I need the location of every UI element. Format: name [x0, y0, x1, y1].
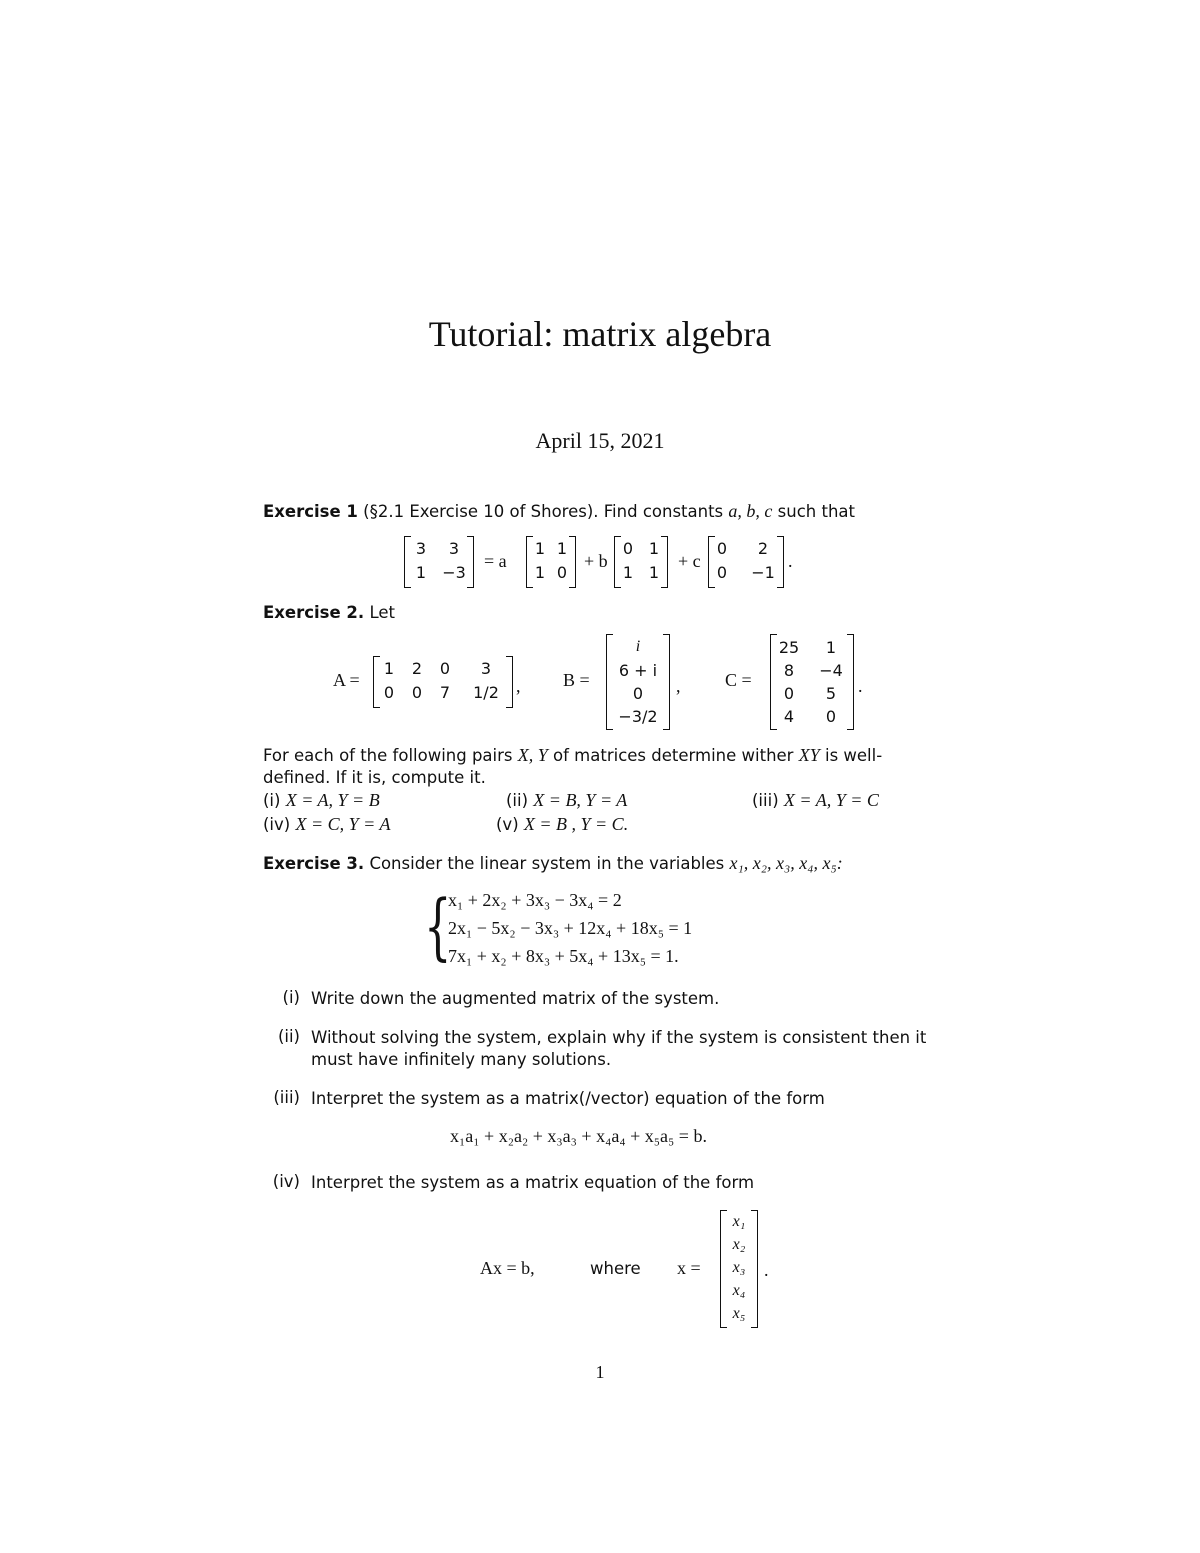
item-text: Without solving the system, explain why if the system is consistent then it must have infinitely many solutions.: [311, 1028, 927, 1069]
matrix-cell: 1: [383, 659, 395, 678]
pair-number: (i): [263, 791, 281, 810]
document-date: April 15, 2021: [535, 428, 665, 453]
pair-expression: X = A, Y = B: [285, 790, 380, 810]
matrix-2: [614, 536, 668, 588]
exercise-2-text: Let: [369, 603, 395, 622]
exercise-3-vars: x₁, x₂, x₃, x₄, x₅:: [729, 853, 843, 873]
matrix-cell: 2: [411, 659, 423, 678]
question-text: is well-: [824, 746, 883, 765]
matrix-cell: 1: [648, 539, 660, 558]
vector-cell: x₅: [732, 1305, 746, 1322]
question-vars: X, Y: [517, 745, 548, 765]
exercise-2-question: [263, 744, 938, 789]
vector-cell: x₂: [732, 1236, 746, 1253]
plus-c: + c: [678, 551, 701, 571]
matrix-cell: 0: [825, 707, 837, 726]
pair-item: [496, 814, 628, 835]
item-number: (iv): [272, 1172, 300, 1191]
pair-number: (ii): [506, 791, 529, 810]
vector-cell: x₄: [732, 1282, 746, 1299]
plus-b: + b: [584, 551, 608, 571]
period: .: [858, 676, 863, 696]
matrix-cell: 1: [648, 563, 660, 582]
exercise-1-ref: (§2.1 Exercise 10 of Shores).: [363, 502, 599, 521]
matrix-cell: 8: [783, 661, 795, 680]
matrix-cell: 0: [383, 683, 395, 702]
matrix-cell: 1: [415, 563, 427, 582]
item-text: Interpret the system as a matrix equation of the form: [311, 1173, 755, 1192]
matrix-cell: 0: [439, 659, 451, 678]
matrix-A: [373, 656, 513, 708]
pair-item: [263, 814, 390, 835]
exercise-3-label: Exercise 3.: [263, 854, 365, 873]
item-number: (iii): [273, 1088, 300, 1107]
matrix-cell: 1/2: [473, 683, 499, 702]
page-number: 1: [595, 1362, 605, 1382]
pair-number: (iv): [263, 815, 291, 834]
comma: ,: [676, 676, 681, 696]
matrix-cell: 2: [757, 539, 769, 558]
pair-item: [752, 790, 879, 811]
pair-expression: X = B , Y = C.: [523, 814, 629, 834]
pair-expression: X = B, Y = A: [533, 790, 628, 810]
pair-expression: X = A, Y = C: [783, 790, 879, 810]
left-brace-icon: {: [424, 884, 452, 968]
matrix-cell: 3: [480, 659, 492, 678]
matrix-cell: 7: [439, 683, 451, 702]
system-equation: x₁ + 2x₂ + 3x₃ − 3x₄ = 2: [448, 890, 622, 910]
period: .: [788, 551, 793, 571]
item-number: (ii): [277, 1027, 300, 1046]
matrix-cell: 0: [632, 684, 644, 703]
exercise-1-text: Find constants: [603, 502, 724, 521]
equals-a: = a: [484, 551, 507, 571]
matrix-3: [708, 536, 784, 588]
item-number: (i): [282, 988, 300, 1007]
vector-equation: x₁a₁ + x₂a₂ + x₃a₃ + x₄a₄ + x₅a₅ = b.: [450, 1126, 707, 1146]
matrix-B: [606, 634, 670, 730]
vector-cell: x₃: [732, 1259, 746, 1276]
matrix-cell: i: [635, 638, 641, 655]
matrix-cell: 0: [556, 563, 568, 582]
exercise-3-statement: [263, 852, 938, 875]
vector-cell: x₁: [732, 1213, 746, 1230]
matrix-cell: 1: [534, 563, 546, 582]
matrix-1: [526, 536, 576, 588]
question-text: For each of the following pairs: [263, 746, 513, 765]
matrix-lhs: [404, 536, 474, 588]
comma: ,: [516, 676, 521, 696]
exercise-3-text: Consider the linear system in the variables: [369, 854, 725, 873]
matrix-cell: 0: [622, 539, 634, 558]
matrix-cell: −4: [819, 661, 843, 680]
pair-item: [263, 790, 380, 811]
period: .: [764, 1260, 769, 1280]
label-B: B =: [563, 670, 590, 690]
label-A: A =: [333, 670, 360, 690]
matrix-cell: 0: [716, 539, 728, 558]
pair-item: [506, 790, 627, 811]
matrix-C: [770, 634, 854, 730]
matrix-cell: −1: [751, 563, 775, 582]
item-text: Write down the augmented matrix of the system.: [311, 989, 720, 1008]
matrix-cell: 3: [448, 539, 460, 558]
exercise-1-tail: such that: [777, 502, 855, 521]
matrix-cell: 6 + i: [618, 661, 658, 680]
matrix-cell: 0: [411, 683, 423, 702]
matrix-cell: 0: [716, 563, 728, 582]
exercise-1-label: Exercise 1: [263, 502, 358, 521]
matrix-cell: 1: [825, 638, 837, 657]
exercise-1-vars: a, b, c: [728, 501, 773, 521]
pair-number: (v): [496, 815, 519, 834]
matrix-cell: 3: [415, 539, 427, 558]
exercise-2-statement: [263, 602, 938, 624]
matrix-cell: 5: [825, 684, 837, 703]
question-text: defined. If it is, compute it.: [263, 768, 486, 787]
system-equation: 7x₁ + x₂ + 8x₃ + 5x₄ + 13x₅ = 1.: [448, 946, 679, 966]
matrix-cell: 4: [783, 707, 795, 726]
exercise-1-statement: [263, 500, 938, 523]
matrix-cell: −3/2: [618, 707, 658, 726]
matrix-cell: 0: [783, 684, 795, 703]
where-text: where: [590, 1259, 641, 1278]
matrix-cell: 1: [556, 539, 568, 558]
x-label: x =: [677, 1258, 701, 1278]
document-title: Tutorial: matrix algebra: [428, 314, 772, 354]
system-equation: 2x₁ − 5x₂ − 3x₃ + 12x₄ + 18x₅ = 1: [448, 918, 693, 938]
matrix-cell: 25: [778, 638, 800, 657]
exercise-2-label: Exercise 2.: [263, 603, 365, 622]
question-product: XY: [798, 745, 820, 765]
pair-expression: X = C, Y = A: [295, 814, 391, 834]
matrix-cell: 1: [534, 539, 546, 558]
pair-number: (iii): [752, 791, 779, 810]
item-text: Interpret the system as a matrix(/vector) equation of the form: [311, 1089, 825, 1108]
vector-x: [720, 1210, 758, 1328]
matrix-cell: 1: [622, 563, 634, 582]
matrix-cell: −3: [442, 563, 466, 582]
question-text: of matrices determine wither: [553, 746, 794, 765]
matrix-equation: Ax = b,: [480, 1258, 535, 1278]
label-C: C =: [725, 670, 752, 690]
